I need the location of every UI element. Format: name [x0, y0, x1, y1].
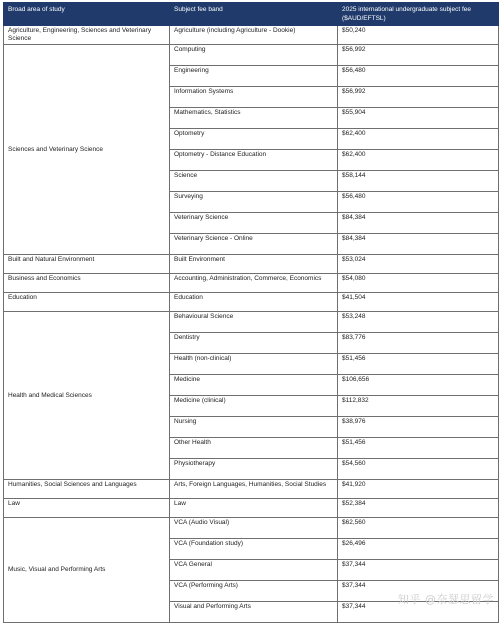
fee-band-cell: Engineering — [170, 66, 338, 87]
fee-band-cell: Agriculture (including Agriculture - Dookie) — [170, 26, 338, 45]
fee-amount-cell: $56,992 — [338, 45, 499, 66]
watermark: 知乎 @奈瑟思留学 — [398, 593, 494, 606]
fee-band-cell: Veterinary Science — [170, 213, 338, 234]
fee-amount-cell: $56,480 — [338, 66, 499, 87]
fee-amount-cell: $53,248 — [338, 312, 499, 333]
fee-band-cell: Health (non-clinical) — [170, 354, 338, 375]
fee-band-cell: Nursing — [170, 417, 338, 438]
header-broad-area: Broad area of study — [4, 3, 170, 26]
broad-area-cell: Music, Visual and Performing Arts — [4, 518, 170, 623]
broad-area-cell: Health and Medical Sciences — [4, 312, 170, 480]
fee-band-cell: VCA General — [170, 560, 338, 581]
table-row — [4, 293, 499, 312]
fee-amount-cell: $26,496 — [338, 539, 499, 560]
table-row — [4, 499, 499, 518]
fee-band-cell: Arts, Foreign Languages, Humanities, Social Studies — [170, 480, 338, 499]
fee-amount-cell: $106,656 — [338, 375, 499, 396]
fee-band-cell: Medicine — [170, 375, 338, 396]
table-body — [4, 26, 499, 623]
table-header — [4, 3, 499, 26]
table-row — [4, 45, 499, 66]
fee-amount-cell: $54,560 — [338, 459, 499, 480]
fee-amount-cell: $56,480 — [338, 192, 499, 213]
fee-band-cell: Accounting, Administration, Commerce, Economics — [170, 274, 338, 293]
fee-band-cell: Surveying — [170, 192, 338, 213]
fee-amount-cell: $84,384 — [338, 234, 499, 255]
fee-band-cell: VCA (Performing Arts) — [170, 581, 338, 602]
fee-amount-cell: $51,456 — [338, 438, 499, 459]
fee-amount-cell: $37,344 — [338, 602, 499, 623]
fee-band-cell: Law — [170, 499, 338, 518]
fee-amount-cell: $54,080 — [338, 274, 499, 293]
broad-area-cell: Humanities, Social Sciences and Languages — [4, 480, 170, 499]
fee-amount-cell: $83,776 — [338, 333, 499, 354]
fee-band-cell: Built Environment — [170, 255, 338, 274]
fee-band-cell: Optometry — [170, 129, 338, 150]
fee-band-cell: Other Health — [170, 438, 338, 459]
table-row — [4, 312, 499, 333]
fee-amount-cell: $62,560 — [338, 518, 499, 539]
fee-band-cell: Physiotherapy — [170, 459, 338, 480]
fee-band-cell: Computing — [170, 45, 338, 66]
fee-amount-cell: $53,024 — [338, 255, 499, 274]
fee-band-cell: VCA (Foundation study) — [170, 539, 338, 560]
table-row — [4, 274, 499, 293]
fee-amount-cell: $62,400 — [338, 150, 499, 171]
fee-amount-cell: $50,240 — [338, 26, 499, 45]
table-row — [4, 518, 499, 539]
fee-amount-cell: $38,976 — [338, 417, 499, 438]
fee-table — [3, 2, 499, 623]
fee-band-cell: Dentistry — [170, 333, 338, 354]
fee-amount-cell: $112,832 — [338, 396, 499, 417]
broad-area-cell: Sciences and Veterinary Science — [4, 45, 170, 255]
broad-area-cell: Built and Natural Environment — [4, 255, 170, 274]
fee-band-cell: VCA (Audio Visual) — [170, 518, 338, 539]
fee-amount-cell: $37,344 — [338, 581, 499, 602]
table-row — [4, 480, 499, 499]
fee-band-cell: Medicine (clinical) — [170, 396, 338, 417]
broad-area-cell: Business and Economics — [4, 274, 170, 293]
broad-area-cell: Law — [4, 499, 170, 518]
broad-area-cell: Agriculture, Engineering, Sciences and Veterinary Science — [4, 26, 170, 45]
table-row — [4, 26, 499, 45]
fee-amount-cell: $58,144 — [338, 171, 499, 192]
fee-amount-cell: $55,904 — [338, 108, 499, 129]
fee-amount-cell: $41,920 — [338, 480, 499, 499]
fee-band-cell: Mathematics, Statistics — [170, 108, 338, 129]
fee-band-cell: Veterinary Science - Online — [170, 234, 338, 255]
fee-amount-cell: $37,344 — [338, 560, 499, 581]
table-row — [4, 255, 499, 274]
fee-amount-cell: $52,384 — [338, 499, 499, 518]
broad-area-cell: Education — [4, 293, 170, 312]
fee-amount-cell: $84,384 — [338, 213, 499, 234]
fee-band-cell: Optometry - Distance Education — [170, 150, 338, 171]
fee-band-cell: Information Systems — [170, 87, 338, 108]
header-fee-band: Subject fee band — [170, 3, 338, 26]
fee-band-cell: Behavioural Science — [170, 312, 338, 333]
header-subject-fee: 2025 international undergraduate subject fee ($AUD/EFTSL) — [338, 3, 499, 26]
fee-amount-cell: $41,504 — [338, 293, 499, 312]
fee-amount-cell: $51,456 — [338, 354, 499, 375]
fee-amount-cell: $62,400 — [338, 129, 499, 150]
fee-band-cell: Education — [170, 293, 338, 312]
fee-band-cell: Visual and Performing Arts — [170, 602, 338, 623]
fee-band-cell: Science — [170, 171, 338, 192]
fee-amount-cell: $56,992 — [338, 87, 499, 108]
